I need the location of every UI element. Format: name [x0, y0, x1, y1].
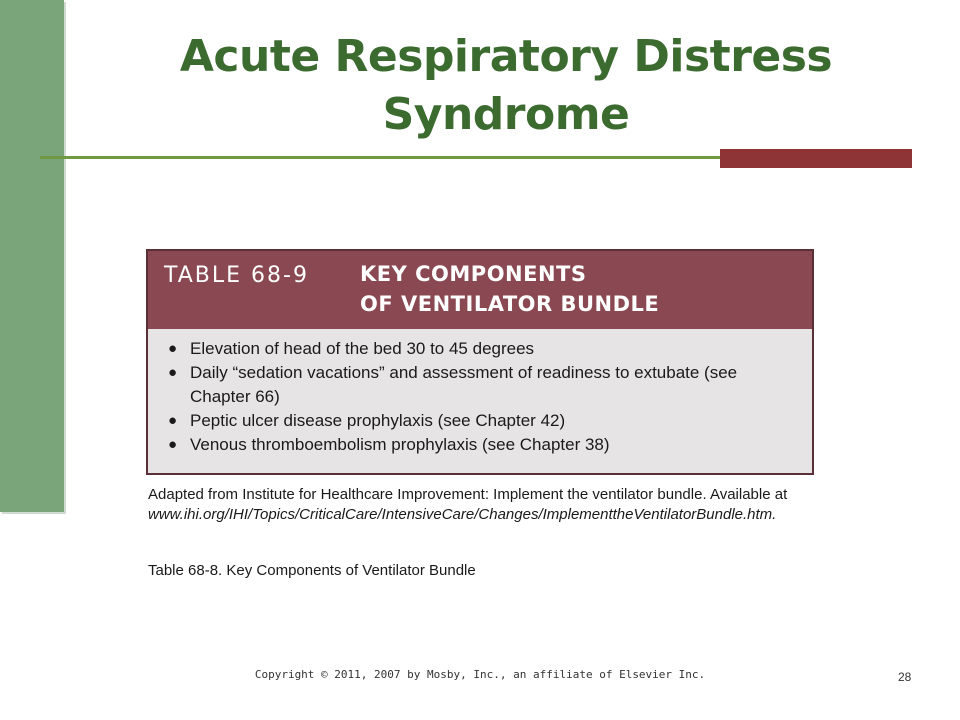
table-header	[148, 251, 812, 329]
source-url: www.ihi.org/IHI/Topics/CriticalCare/IntensiveCare/Changes/ImplementtheVentilatorBundle.htm.	[148, 506, 777, 523]
table-heading	[360, 259, 659, 319]
list-item	[168, 337, 798, 361]
source-text: Adapted from Institute for Healthcare Improvement: Implement the ventilator bundle. Available at	[148, 486, 788, 503]
list-item-text: Elevation of head of the bed 30 to 45 degrees	[190, 339, 535, 358]
list-item	[168, 409, 798, 433]
table-heading-line-1: KEY COMPONENTS	[360, 262, 587, 286]
table-bullet-list	[168, 337, 798, 457]
list-item-text: Venous thromboembolism prophylaxis (see Chapter 38)	[190, 435, 610, 454]
side-accent-bar	[0, 0, 64, 512]
slide-title: Acute Respiratory Distress Syndrome	[179, 31, 833, 140]
table-number: TABLE 68-9	[164, 263, 309, 288]
slide-caption: Table 68-8. Key Components of Ventilator Bundle	[148, 562, 476, 579]
list-item	[168, 433, 798, 457]
title-accent-block	[720, 149, 912, 168]
table-box	[146, 249, 814, 475]
footer-copyright: Copyright © 2011, 2007 by Mosby, Inc., an affiliate of Elsevier Inc.	[254, 668, 706, 681]
table-source-note	[148, 485, 812, 525]
bullet-icon: ●	[168, 364, 178, 381]
bullet-icon: ●	[168, 412, 178, 429]
page-number: 28	[898, 670, 912, 684]
list-item-text: Daily “sedation vacations” and assessment of readiness to extubate (see Chapter 66)	[190, 363, 738, 406]
table-heading-line-2: OF VENTILATOR BUNDLE	[360, 292, 660, 316]
bullet-icon: ●	[168, 436, 178, 453]
list-item-text: Peptic ulcer disease prophylaxis (see Chapter 42)	[190, 411, 566, 430]
list-item	[168, 361, 798, 409]
bullet-icon: ●	[168, 340, 178, 357]
table-figure	[146, 249, 814, 553]
